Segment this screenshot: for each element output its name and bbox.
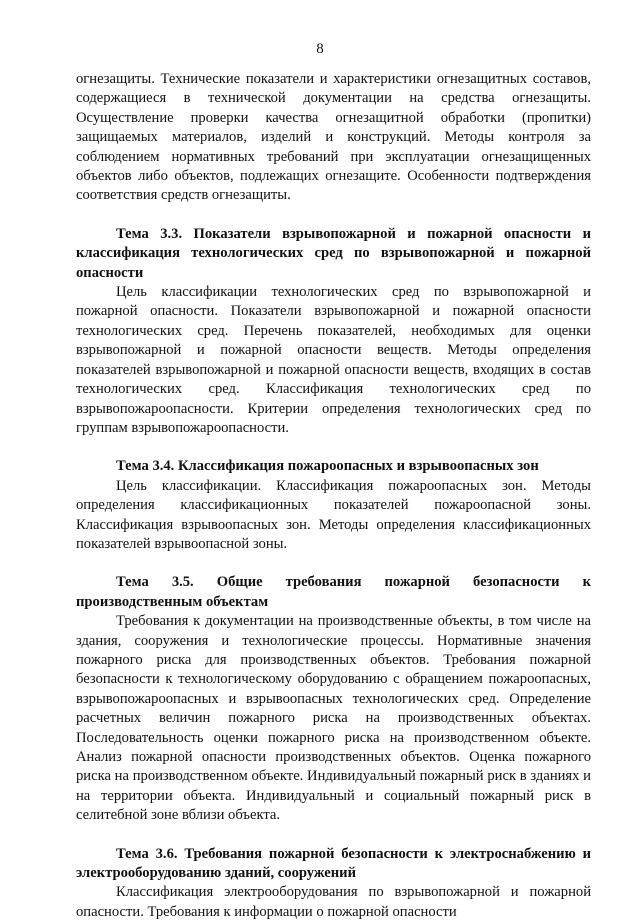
section-body-3-3: Цель классификации технологических сред по взрывопожарной и пожарной опасности. Показатели взрывопожарной и пожарной опасности технологических сред. Перечень показателей, необходимых для оценки взрывопожарной и пожарной опасности веществ. Методы определения показателей взрывопожарной и пожарной опасности веществ, входящих в состав технологических сред. Классификация технологических сред по взрывопожароопасности. Критерии определения технологических сред по группам взрывопожароопасности. <box>76 284 591 436</box>
intro-paragraph: огнезащиты. Технические показатели и характеристики огнезащитных составов, содержащиеся в технической документации на средства огнезащиты. Осуществление проверки качества огнезащитной обработки (пропитки) защищаемых материалов, изделий и конструкций. Методы контроля за соблюдением нормативных требований при эксплуатации огнезащищенных объектов либо объектов, подлежащих огнезащите. Особенности подтверждения соответствия средств огнезащиты. <box>76 71 591 204</box>
spacer <box>76 554 591 573</box>
section-body-3-5: Требования к документации на производственные объекты, в том числе на здания, сооружения и технологические процессы. Нормативные значения пожарного риска для производственных объектов. Требования пожарной безопасности к технологическому оборудованию с обращением пожароопасных, взрывопожароопасных и взрывоопасных технологических сред. Определение расчетных величин пожарного риска на производственных объектах. Последовательность оценки пожарного риска на производственном объекте. Анализ пожарной опасности производственных объектов. Оценка пожарного риска на производственном объекте. Индивидуальный пожарный риск в зданиях и на территории объекта. Индивидуальный и социальный пожарный риск в селитебной зоне вблизи объекта. <box>76 613 591 824</box>
section-body-3-6: Классификация электрооборудования по взрывопожарной и пожарной опасности. Требования к информации о пожарной опасности <box>76 884 591 920</box>
spacer <box>76 438 591 457</box>
spacer <box>76 206 591 225</box>
page-number: 8 <box>316 41 324 57</box>
section-heading-3-6: Тема 3.6. Требования пожарной безопасности к электроснабжению и электрооборудованию зданий, сооружений <box>76 845 591 882</box>
section-body-3-4: Цель классификации. Классификация пожароопасных зон. Методы определения классификационных показателей пожароопасной зоны. Классификация взрывоопасных зон. Методы определения классификационных показателей взрывоопасной зоны. <box>76 477 591 552</box>
section-heading-3-5: Тема 3.5. Общие требования пожарной безопасности к производственным объектам <box>76 574 591 610</box>
spacer <box>76 826 591 845</box>
section-heading-3-3: Тема 3.3. Показатели взрывопожарной и пожарной опасности и классификация технологических сред по взрывопожарной и пожарной опасности <box>76 225 591 281</box>
page-content <box>76 70 591 922</box>
section-heading-3-4: Тема 3.4. Классификация пожароопасных и взрывоопасных зон <box>116 458 539 475</box>
